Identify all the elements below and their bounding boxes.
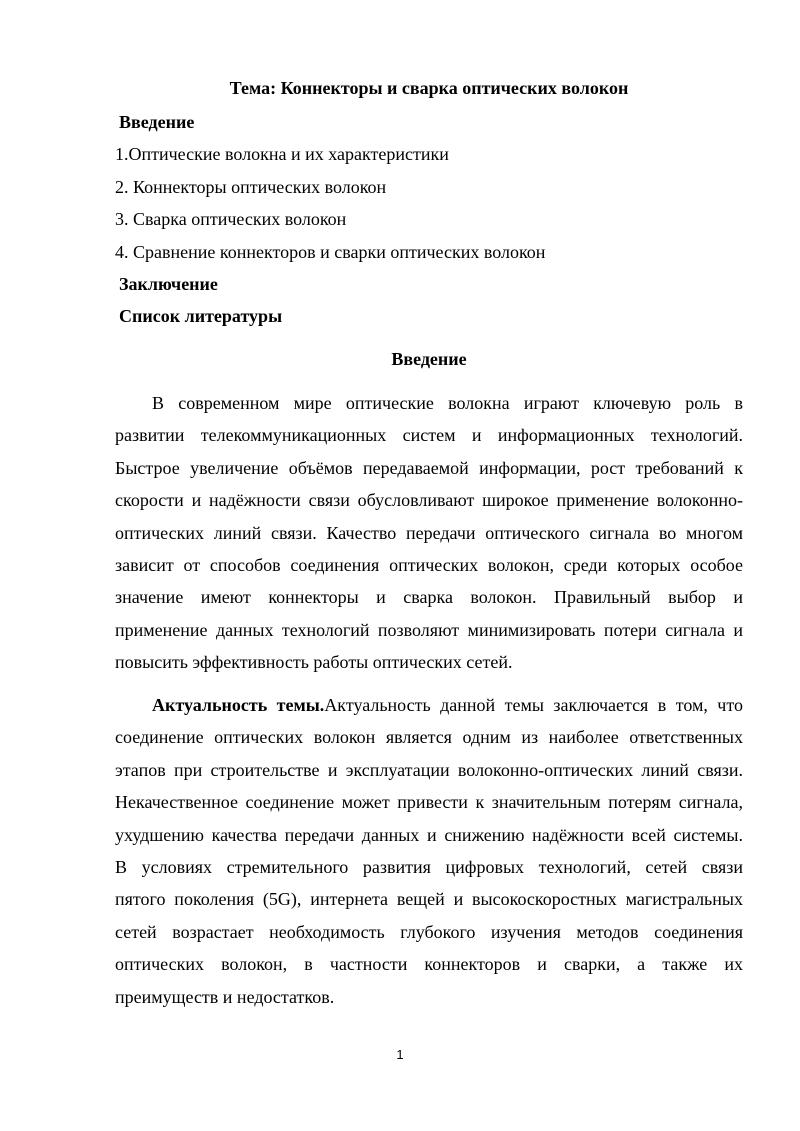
section-heading-introduction: Введение bbox=[391, 349, 467, 369]
relevance-text: Актуальность данной темы заключается в том, что bbox=[324, 695, 743, 715]
relevance-paragraph bbox=[115, 689, 743, 1013]
paragraph-line: этапов при строительстве и эксплуатации волоконно-оптических линий связи. bbox=[115, 759, 743, 780]
paragraph-line: применение данных технологий позволяют минимизировать потери сигнала и bbox=[115, 619, 743, 640]
paragraph-line: оптических линий связи. Качество передачи оптического сигнала во многом bbox=[115, 522, 743, 543]
paragraph-line: Некачественное соединение может привести к значительным потерям сигнала, bbox=[115, 792, 743, 813]
paragraph-line: значение имеют коннекторы и сварка волокон. Правильный выбор и bbox=[115, 587, 743, 608]
document-title: Тема: Коннекторы и сварка оптических волокон bbox=[229, 78, 629, 98]
paragraph-line: развитии телекоммуникационных систем и информационных технологий. bbox=[115, 425, 743, 446]
paragraph-line: пятого поколения (5G), интернета вещей и высокоскоростных магистральных bbox=[115, 889, 743, 910]
paragraph-line: В современном мире оптические волокна играют ключевую роль в bbox=[152, 393, 743, 413]
paragraph-line: соединение оптических волокон является одним из наиболее ответственных bbox=[115, 727, 743, 748]
paragraph-line: В условиях стремительного развития цифровых технологий, сетей связи bbox=[115, 857, 743, 878]
toc-item-1: 1.Оптические волокна и их характеристики bbox=[115, 144, 449, 165]
paragraph-line: оптических волокон, в частности коннекторов и сварки, а также их bbox=[115, 954, 743, 975]
toc-item-references: Список литературы bbox=[119, 306, 283, 327]
page-number: 1 bbox=[396, 1047, 404, 1062]
toc-item-4: 4. Сравнение коннекторов и сварки оптических волокон bbox=[115, 241, 546, 262]
paragraph-line: повысить эффективность работы оптических сетей. bbox=[115, 652, 513, 673]
paragraph-line: зависит от способов соединения оптических волокон, среди которых особое bbox=[115, 555, 743, 576]
paragraph-line: сетей возрастает необходимость глубокого изучения методов соединения bbox=[115, 921, 743, 942]
paragraph-line: преимуществ и недостатков. bbox=[115, 986, 335, 1007]
toc-item-introduction: Введение bbox=[119, 112, 195, 132]
paragraph-line bbox=[115, 689, 743, 721]
introduction-paragraph bbox=[115, 387, 743, 679]
paragraph-line: ухудшению качества передачи данных и снижению надёжности всей системы. bbox=[115, 824, 743, 845]
paragraph-line: Быстрое увеличение объёмов передаваемой информации, рост требований к bbox=[115, 457, 743, 478]
toc-item-2: 2. Коннекторы оптических волокон bbox=[115, 176, 387, 197]
toc-item-3: 3. Сварка оптических волокон bbox=[115, 209, 347, 230]
relevance-lead: Актуальность темы. bbox=[152, 695, 325, 715]
paragraph-line: скорости и надёжности связи обусловливают широкое применение волоконно- bbox=[115, 490, 743, 511]
toc-item-conclusion: Заключение bbox=[119, 273, 218, 294]
table-of-contents bbox=[115, 110, 743, 337]
